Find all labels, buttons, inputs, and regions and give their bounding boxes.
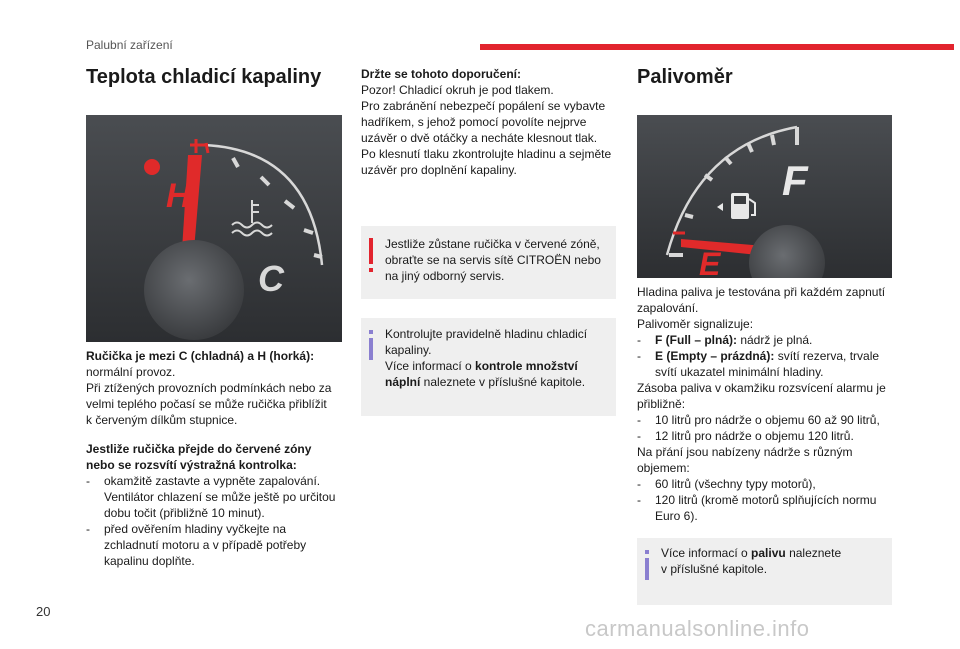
- list-item: - E (Empty – prázdná): svítí rezerva, trvale svítí ukazatel minimální hladiny.: [637, 349, 880, 379]
- fuel-info-box: Více informací o palivu naleznete v příslušné kapitole.: [637, 538, 892, 605]
- section-header: Palubní zařízení: [86, 38, 173, 52]
- header-accent-bar: [480, 44, 954, 50]
- list-item: - 60 litrů (všechny typy motorů),: [637, 477, 816, 491]
- coolant-normal-paragraph: Ručička je mezi C (chladná) a H (horká): normální provoz. Při ztížených provozních podmínkách nebo za velmi teplého počasí se může ručička přiblížit k červeným dílkům stupnice.: [86, 349, 332, 427]
- warning-mark-icon: [369, 238, 373, 264]
- list-item: - před ověřením hladiny vyčkejte na zchladnutí motoru a v případě potřeby kapalinu doplňte.: [86, 522, 307, 568]
- recommendation-paragraph: Držte se tohoto doporučení: Pozor! Chladicí okruh je pod tlakem. Pro zabránění nebezpečí popálení se vybavte hadříkem, s jehož pomocí povolíte nejprve uzávěr o dvě otáčky a necháte klesnout tlak. Po klesnutí tlaku zkontrolujte hladinu a sejměte uzávěr pro doplnění kapaliny.: [361, 67, 612, 177]
- hot-label: H: [166, 177, 191, 215]
- info-mark-icon: [369, 330, 373, 334]
- list-item: - F (Full – plná): nádrž je plná.: [637, 333, 813, 347]
- info-mark-icon: [645, 550, 649, 554]
- watermark: carmanualsonline.info: [585, 616, 810, 641]
- list-item: - okamžitě zastavte a vypněte zapalování. Ventilátor chlazení se může ještě po určitou dobu točit (přibližně 10 minut).: [86, 474, 336, 520]
- info-box: Kontrolujte pravidelně hladinu chladicí kapaliny. Více informací o kontrole množství náplní naleznete v příslušné kapitole.: [361, 318, 616, 416]
- list-item: - 10 litrů pro nádrže o objemu 60 až 90 litrů,: [637, 413, 880, 427]
- empty-label: E: [699, 246, 721, 278]
- page-number: 20: [36, 604, 51, 619]
- warning-box: Jestliže zůstane ručička v červené zóně, obraťte se na servis sítě CITROËN nebo na jiný odborný servis.: [361, 226, 616, 299]
- coolant-title: Teplota chladicí kapaliny: [86, 66, 322, 88]
- fuel-description: Hladina paliva je testována při každém zapnutí zapalování. Palivoměr signalizuje: - F (Full – plná): nádrž je plná. - E (Empty – prázdná): svítí rezerva, trvale svítí ukazatel minimální hladiny. Zásoba paliva v okamžiku rozsvícení alarmu je přibližně: - 10 litrů pro nádrže o objemu 60 až 90 litrů, - 12 litrů pro nádrže o objemu 120 litrů. Na přání jsou nabízeny nádrže s různým objemem: - 60 litrů (všechny typy motorů), - 120 litrů (kromě motorů splňujících normu Euro 6).: [637, 284, 907, 524]
- coolant-gauge-image: [86, 115, 342, 342]
- full-label: F: [782, 157, 808, 204]
- list-item: - 12 litrů pro nádrže o objemu 120 litrů.: [637, 429, 854, 443]
- list-item: - 120 litrů (kromě motorů splňujících normu Euro 6).: [637, 493, 877, 523]
- fuel-gauge-title: Palivoměr: [637, 66, 733, 88]
- coolant-red-zone-paragraph: Jestliže ručička přejde do červené zóny nebo se rozsvítí výstražná kontrolka: - okamžitě zastavte a vypněte zapalování. Ventilátor chlazení se může ještě po určitou dobu točit (přibližně 10 minut). - před ověřením hladiny vyčkejte na zchladnutí motoru a v případě potřeby kapalinu doplňte.: [86, 441, 356, 569]
- cold-label: C: [258, 258, 284, 299]
- fuel-gauge-image: [637, 115, 892, 278]
